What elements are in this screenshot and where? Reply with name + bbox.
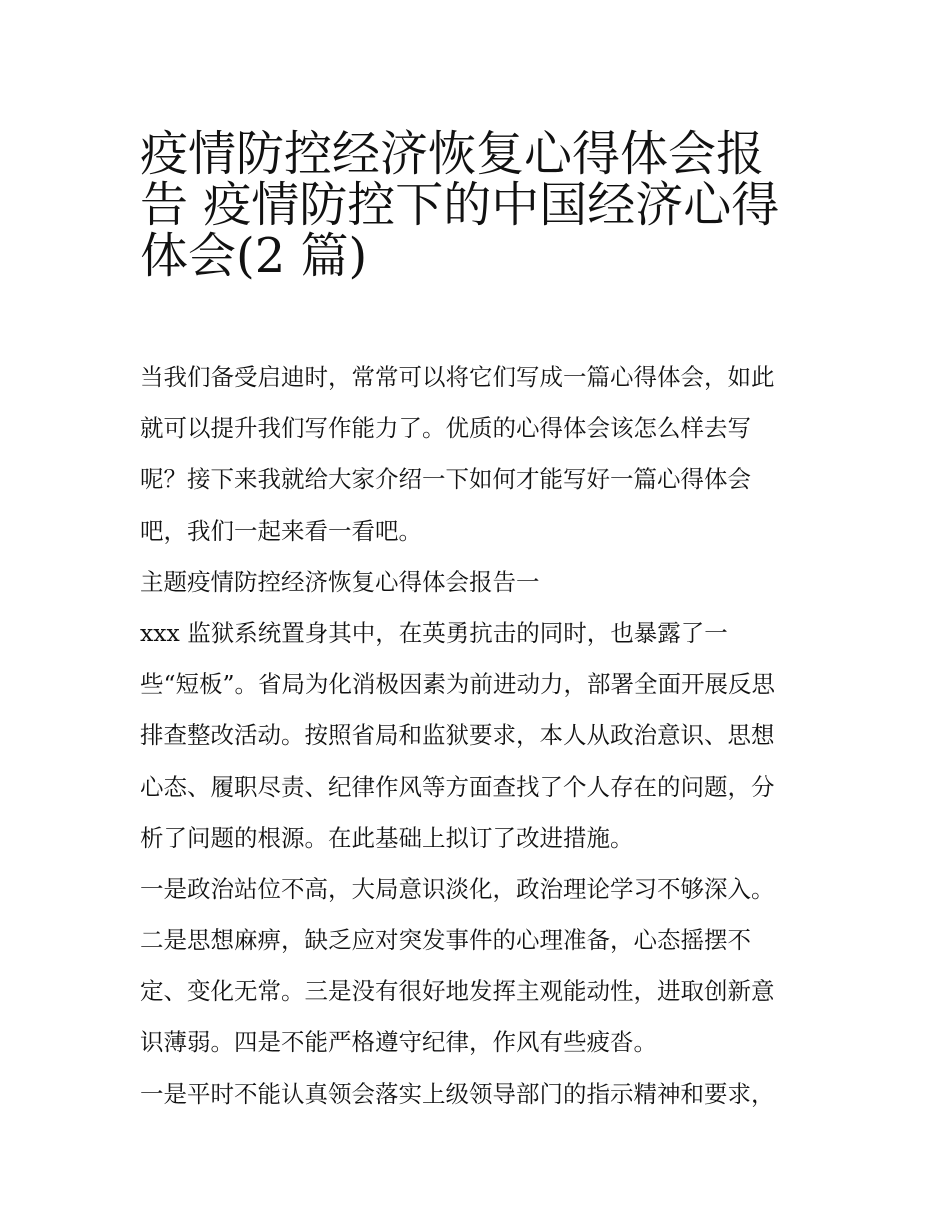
body-line-2: 就可以提升我们写作能力了。优质的心得体会该怎么样去写 <box>140 414 751 443</box>
body-line-7: 些“短板”。省局为化消极因素为前进动力，部署全面开展反思 <box>140 670 776 699</box>
body-line-11: 一是政治站位不高，大局意识淡化，政治理论学习不够深入。 <box>140 874 775 903</box>
body-line-1: 当我们备受启迪时，常常可以将它们写成一篇心得体会，如此 <box>140 363 775 391</box>
body-line-13: 定、变化无常。三是没有很好地发挥主观能动性，进取创新意 <box>140 977 775 1006</box>
body-line-6: xxx 监狱系统置身其中，在英勇抗击的同时，也暴露了一 <box>140 618 728 647</box>
document-body <box>140 352 825 1120</box>
body-line-14: 识薄弱。四是不能严格遵守纪律，作风有些疲沓。 <box>140 1028 657 1057</box>
body-line-12: 二是思想麻痹，缺乏应对突发事件的心理准备，心态摇摆不 <box>140 926 751 955</box>
section-heading: 主题疫情防控经济恢复心得体会报告一 <box>140 567 540 596</box>
body-line-3: 呢？接下来我就给大家介绍一下如何才能写好一篇心得体会 <box>140 465 751 494</box>
body-line-9: 心态、履职尽责、纪律作风等方面查找了个人存在的问题，分 <box>140 772 775 801</box>
body-line-8: 排查整改活动。按照省局和监狱要求，本人从政治意识、思想 <box>140 721 775 750</box>
title-line-3: 体会(2 篇) <box>140 228 368 285</box>
body-line-15: 一是平时不能认真领会落实上级领导部门的指示精神和要求， <box>140 1079 775 1108</box>
body-line-10: 析了问题的根源。在此基础上拟订了改进措施。 <box>140 823 634 852</box>
title-line-2: 告 疫情防控下的中国经济心得 <box>140 177 780 234</box>
body-line-4: 吧，我们一起来看一看吧。 <box>140 516 422 545</box>
title-line-1: 疫情防控经济恢复心得体会报 <box>140 126 765 182</box>
document-title <box>140 116 830 285</box>
